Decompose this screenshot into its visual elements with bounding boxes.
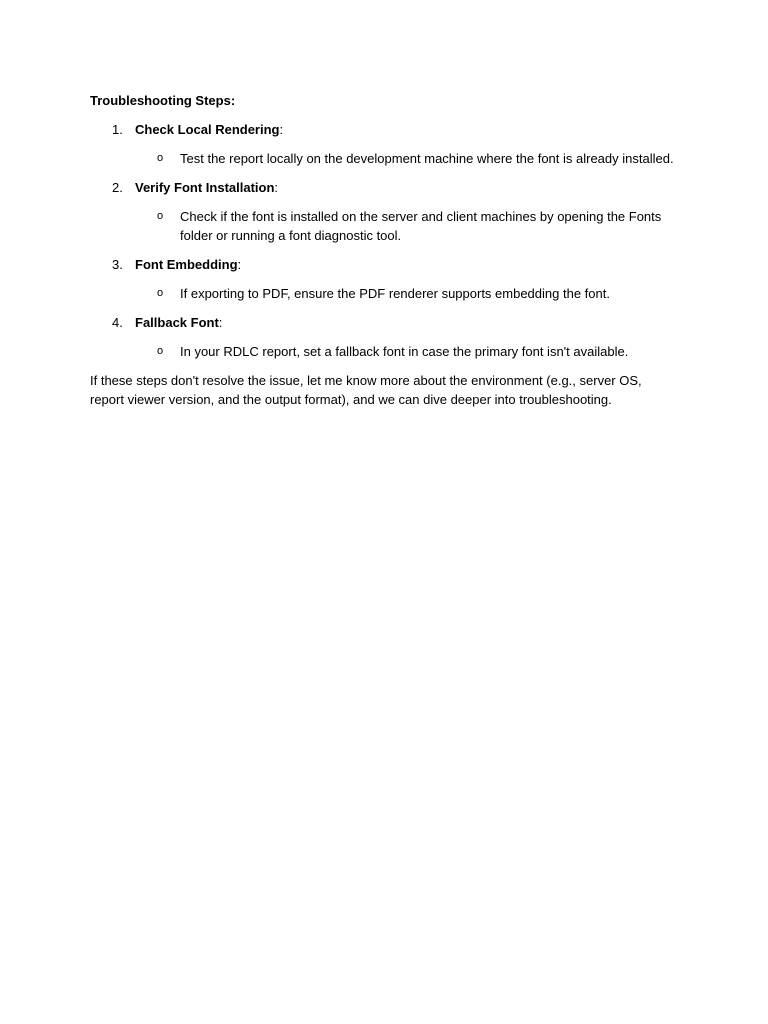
step-colon: :: [274, 180, 279, 195]
step-item-4: [90, 313, 690, 361]
step-colon: :: [218, 315, 223, 330]
step-detail-list: [135, 284, 690, 303]
step-detail-item: [135, 342, 680, 361]
bullet-icon: o: [157, 210, 164, 222]
step-item-2: [90, 178, 690, 245]
step-detail-list: [135, 342, 690, 361]
steps-list: [90, 120, 690, 361]
step-number: 1.: [112, 122, 123, 137]
bullet-icon: o: [157, 345, 164, 357]
step-detail-text: If exporting to PDF, ensure the PDF renderer supports embedding the font.: [180, 286, 610, 301]
step-detail-text: In your RDLC report, set a fallback font in case the primary font isn't available.: [180, 344, 629, 359]
step-item-1: [90, 120, 690, 168]
document-page: [90, 91, 690, 409]
step-colon: :: [279, 122, 284, 137]
bullet-icon: o: [157, 152, 164, 164]
document-heading: Troubleshooting Steps:: [90, 93, 236, 108]
step-number: 4.: [112, 315, 123, 330]
closing-paragraph: If these steps don't resolve the issue, let me know more about the environment (e.g., server OS, report viewer version, and the output format), and we can dive deeper into troubleshooting.: [90, 373, 642, 407]
step-detail-list: [135, 149, 690, 168]
step-colon: :: [237, 257, 242, 272]
step-title: Fallback Font: [135, 315, 219, 330]
step-item-3: [90, 255, 690, 303]
step-detail-text: Test the report locally on the development machine where the font is already installed.: [180, 151, 674, 166]
step-detail-list: [135, 207, 690, 245]
step-detail-item: [135, 207, 680, 245]
bullet-icon: o: [157, 287, 164, 299]
step-title: Check Local Rendering: [135, 122, 280, 137]
step-title: Verify Font Installation: [135, 180, 275, 195]
step-detail-item: [135, 149, 680, 168]
step-number: 3.: [112, 257, 123, 272]
step-title: Font Embedding: [135, 257, 238, 272]
step-detail-text: Check if the font is installed on the server and client machines by opening the Fonts folder or running a font diagnostic tool.: [180, 209, 662, 243]
step-detail-item: [135, 284, 680, 303]
step-number: 2.: [112, 180, 123, 195]
